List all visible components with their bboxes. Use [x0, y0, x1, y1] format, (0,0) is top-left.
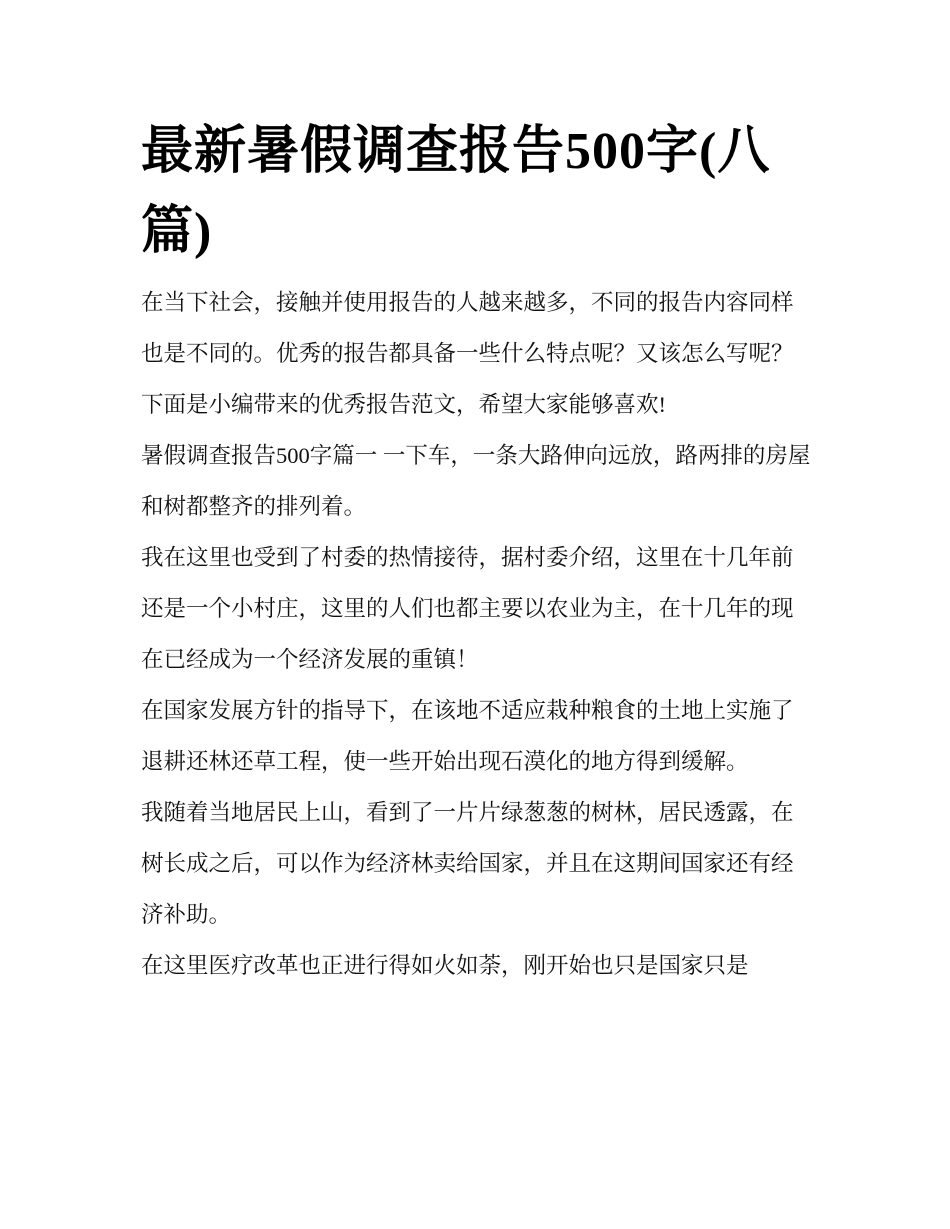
paragraph: 我随着当地居民上山，看到了一片片绿葱葱的树林，居民透露，在树长成之后，可以作为经济林卖给国家，并且在这期间国家还有经济补助。	[141, 800, 794, 927]
paragraph: 暑假调查报告500字篇一 一下车，一条大路伸向远放，路两排的房屋和树都整齐的排列着。	[141, 443, 811, 519]
paragraph: 我在这里也受到了村委的热情接待，据村委介绍，这里在十几年前还是一个小村庄，这里的人们也都主要以农业为主，在十几年的现在已经成为一个经济发展的重镇！	[141, 545, 794, 672]
document-body	[141, 277, 813, 991]
paragraph-intro: 在当下社会，接触并使用报告的人越来越多，不同的报告内容同样也是不同的。优秀的报告都具备一些什么特点呢？又该怎么写呢？下面是小编带来的优秀报告范文，希望大家能够喜欢!	[141, 290, 794, 417]
document-title: 最新暑假调查报告500字(八篇)	[141, 123, 771, 260]
paragraph: 在这里医疗改革也正进行得如火如荼，刚开始也只是国家只是	[141, 953, 749, 978]
paragraph: 在国家发展方针的指导下，在该地不适应栽种粮食的土地上实施了退耕还林还草工程，使一些开始出现石漠化的地方得到缓解。	[141, 698, 794, 774]
